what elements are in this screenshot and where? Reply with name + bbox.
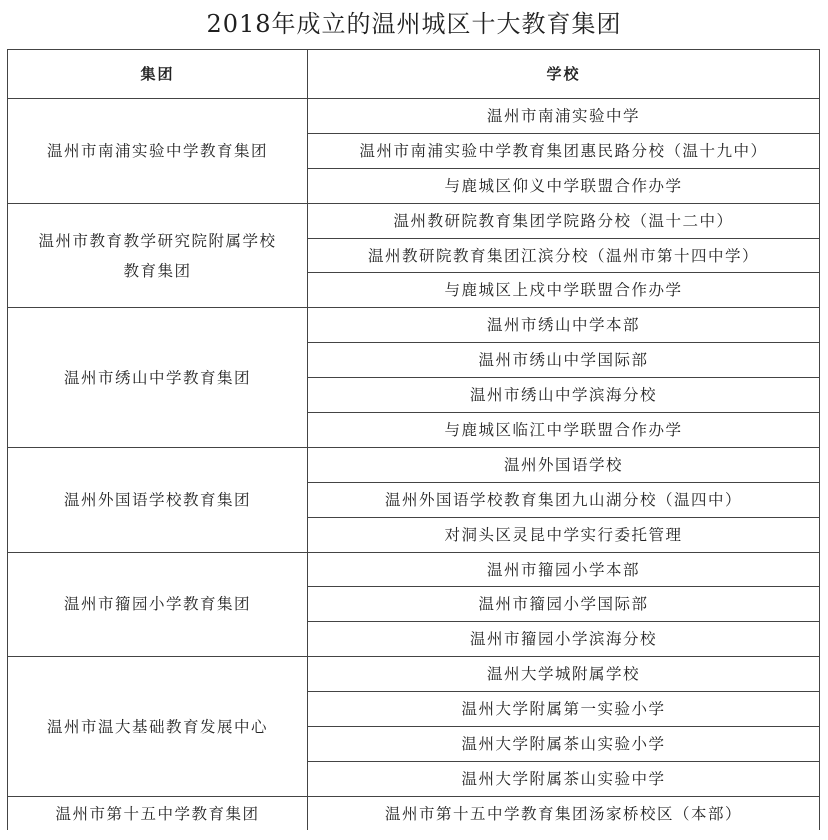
table-row [8, 203, 820, 238]
group-name-line: 温州市第十五中学教育集团 [55, 804, 260, 823]
group-name-line: 温州市绣山中学教育集团 [63, 368, 251, 387]
school-name-cell: 与鹿城区仰义中学联盟合作办学 [308, 168, 820, 203]
page-title: 2018年成立的温州城区十大教育集团 [206, 10, 622, 38]
group-name-cell [8, 447, 308, 552]
school-name-cell: 温州市第十五中学教育集团汤家桥校区（本部） [308, 796, 820, 831]
school-name-cell: 温州市南浦实验中学教育集团惠民路分校（温十九中） [308, 133, 820, 168]
group-name-cell [8, 796, 308, 831]
group-name-line: 温州市南浦实验中学教育集团 [46, 141, 268, 160]
table-row [8, 657, 820, 692]
table-row [8, 552, 820, 587]
school-name-cell: 温州大学城附属学校 [308, 657, 820, 692]
school-name-cell: 与鹿城区上戍中学联盟合作办学 [308, 273, 820, 308]
table-row [8, 447, 820, 482]
school-name-cell: 对洞头区灵昆中学实行委托管理 [308, 517, 820, 552]
group-name-cell [8, 99, 308, 204]
school-name-cell: 温州市籀园小学本部 [308, 552, 820, 587]
column-header-group: 集团 [8, 50, 308, 99]
school-name-cell: 温州大学附属茶山实验小学 [308, 727, 820, 762]
table-row [8, 308, 820, 343]
page-bottom-edge [0, 830, 828, 840]
group-name-line: 温州市温大基础教育发展中心 [46, 717, 268, 736]
table-header-row [8, 50, 820, 99]
education-groups-table [7, 49, 820, 832]
school-name-cell: 温州外国语学校 [308, 447, 820, 482]
school-name-cell: 与鹿城区临江中学联盟合作办学 [308, 413, 820, 448]
school-name-cell: 温州市绣山中学国际部 [308, 343, 820, 378]
school-name-cell: 温州教研院教育集团江滨分校（温州市第十四中学） [308, 238, 820, 273]
school-name-cell: 温州市籀园小学国际部 [308, 587, 820, 622]
school-name-cell: 温州教研院教育集团学院路分校（温十二中） [308, 203, 820, 238]
group-name-cell [8, 657, 308, 797]
school-name-cell: 温州大学附属茶山实验中学 [308, 761, 820, 796]
group-name-line: 温州外国语学校教育集团 [63, 490, 251, 509]
table-body [8, 99, 820, 832]
column-header-school: 学校 [308, 50, 820, 99]
group-name-cell [8, 308, 308, 448]
school-name-cell: 温州市绣山中学本部 [308, 308, 820, 343]
group-name-cell [8, 552, 308, 657]
school-name-cell: 温州大学附属第一实验小学 [308, 692, 820, 727]
school-name-cell: 温州外国语学校教育集团九山湖分校（温四中） [308, 482, 820, 517]
group-name-line: 温州市籀园小学教育集团 [63, 595, 251, 614]
school-name-cell: 温州市南浦实验中学 [308, 99, 820, 134]
school-name-cell: 温州市绣山中学滨海分校 [308, 378, 820, 413]
table-row [8, 796, 820, 831]
school-name-cell: 温州市籀园小学滨海分校 [308, 622, 820, 657]
group-name-line: 教育集团 [123, 261, 192, 280]
group-name-cell [8, 203, 308, 308]
group-name-line: 温州市教育教学研究院附属学校 [38, 231, 277, 250]
table-row [8, 99, 820, 134]
